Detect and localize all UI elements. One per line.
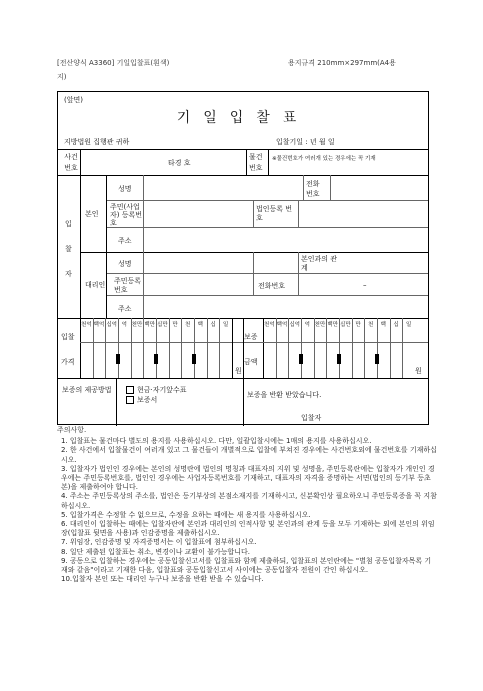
rule bbox=[143, 175, 144, 318]
note-item: 2. 한 사건에서 입찰물건이 여러개 있고 그 물건들이 개별적으로 입찰에 부쳐진 경우에는 사건번호외에 물건번호를 기재하십시오. bbox=[61, 446, 437, 464]
rule bbox=[80, 175, 81, 318]
rule bbox=[194, 318, 195, 378]
rule bbox=[232, 318, 233, 378]
agent-name-label: 성명 bbox=[118, 260, 132, 268]
deposit-unit-5: 백만 bbox=[327, 322, 338, 328]
price-comma-mark bbox=[154, 354, 158, 364]
bid-price-label-2: 가격 bbox=[61, 358, 75, 366]
front-label: (앞면) bbox=[64, 96, 83, 104]
note-item: 5. 입찰가격은 수정할 수 없으므로, 수정을 요하는 때에는 새 용지를 사용하십시오. bbox=[61, 510, 311, 519]
rule bbox=[207, 318, 208, 378]
rule bbox=[106, 227, 428, 228]
deposit-unit-7: 만 bbox=[355, 322, 361, 328]
rule bbox=[326, 318, 327, 378]
rule bbox=[181, 318, 182, 378]
rule bbox=[253, 252, 254, 295]
deposit-unit-6: 십만 bbox=[340, 322, 351, 328]
deposit-unit-8: 천 bbox=[367, 322, 374, 328]
price-comma-mark bbox=[192, 354, 196, 364]
price-unit-4: 천만 bbox=[131, 322, 143, 328]
deposit-unit-9: 백 bbox=[380, 322, 386, 328]
court-line: 지방법원 집행관 귀하 bbox=[64, 138, 130, 146]
cash-checkbox[interactable] bbox=[126, 386, 134, 394]
item-no-note: ※물건번호가 여러개 있는 경우에는 꼭 기재 bbox=[272, 156, 376, 162]
principal-label: 본인 bbox=[85, 210, 99, 218]
price-unit-11: 일 bbox=[222, 322, 229, 328]
corp-reg-label: 법인등록 번호 bbox=[256, 205, 293, 222]
deposit-unit-3: 억 bbox=[304, 322, 310, 328]
rule bbox=[80, 252, 428, 253]
rule bbox=[298, 200, 299, 227]
agent-reg-label: 주민등록 번호 bbox=[114, 277, 142, 294]
rule bbox=[303, 175, 304, 200]
cash-option-label: 현금·자기앞수표 bbox=[137, 386, 187, 394]
rule bbox=[276, 318, 277, 378]
deposit-unit-2: 십억 bbox=[289, 322, 300, 328]
deposit-unit-11: 일 bbox=[405, 322, 412, 328]
note-item: 10.입찰자 본인 또는 대리인 누구나 보증을 반환 받을 수 있습니다. bbox=[61, 575, 264, 584]
agent-address-label: 주소 bbox=[118, 305, 132, 313]
rule bbox=[58, 175, 428, 176]
deposit-won-unit: 원 bbox=[415, 367, 422, 375]
bidder-sign-label[interactable]: 입찰자 bbox=[301, 414, 322, 422]
rule bbox=[298, 252, 299, 295]
case-no-label: 사건 번호 bbox=[64, 153, 78, 172]
notes-heading: 주의사항. bbox=[57, 426, 87, 434]
deposit-unit-4: 천만 bbox=[314, 322, 326, 328]
bid-price-label-1: 입찰 bbox=[61, 333, 75, 341]
price-unit-6: 십만 bbox=[157, 322, 168, 328]
case-no-value[interactable]: 타경 호 bbox=[168, 159, 191, 167]
rule bbox=[390, 318, 391, 378]
address-label: 주소 bbox=[118, 237, 132, 245]
guarantee-checkbox[interactable] bbox=[126, 396, 134, 404]
rule bbox=[156, 318, 157, 378]
bidder-label: 입찰자 bbox=[65, 220, 72, 278]
return-text: 보증을 반환 받았습니다. bbox=[247, 391, 322, 399]
form-code: [전산양식 A3360] 기일입찰표(흰색) bbox=[57, 59, 170, 67]
rule bbox=[402, 318, 403, 378]
relation-label: 본인과의 관계 bbox=[301, 255, 338, 272]
deposit-comma-mark bbox=[375, 354, 379, 364]
agent-label: 대리인 bbox=[85, 281, 106, 289]
deposit-unit-1: 백억 bbox=[276, 322, 288, 328]
price-unit-1: 백억 bbox=[93, 322, 105, 328]
note-item: 1. 입찰표는 물건마다 별도의 용지를 사용하십시오. 다만, 일괄입찰시에는 1매의 용지를 사용하십시오. bbox=[61, 437, 372, 446]
deposit-comma-mark bbox=[337, 354, 341, 364]
rule bbox=[219, 318, 220, 378]
deposit-label-2: 금액 bbox=[244, 358, 258, 366]
note-item: 4. 주소는 주민등록상의 주소를, 법인은 등기부상의 본점소재지를 기재하시고, 신분확인상 필요하오니 주민등록증을 꼭 지참하십시오. bbox=[61, 492, 437, 510]
rule bbox=[106, 200, 428, 201]
price-unit-3: 억 bbox=[121, 322, 127, 328]
price-unit-9: 백 bbox=[197, 322, 203, 328]
price-unit-10: 십 bbox=[210, 322, 216, 328]
notes-section bbox=[57, 426, 437, 584]
rule bbox=[80, 149, 81, 175]
name-label: 성명 bbox=[118, 185, 132, 193]
rule bbox=[288, 318, 289, 378]
rule bbox=[116, 378, 117, 426]
deposit-unit-10: 십 bbox=[393, 322, 399, 328]
item-no-label: 물건 번호 bbox=[249, 153, 263, 172]
guarantee-option-label: 보증서 bbox=[137, 396, 158, 404]
rule bbox=[106, 175, 107, 318]
price-comma-mark bbox=[116, 354, 120, 364]
rule bbox=[377, 318, 378, 378]
rule bbox=[105, 318, 106, 378]
paper-size: 용지규격 210mm×297mm(A4용 bbox=[288, 59, 396, 67]
rule bbox=[106, 273, 428, 274]
cash-option[interactable] bbox=[126, 385, 187, 395]
deposit-method-label: 보증의 제공방법 bbox=[62, 386, 112, 394]
bid-date-label[interactable]: 입찰기일 : 년 월 일 bbox=[276, 138, 335, 146]
rule bbox=[118, 318, 119, 378]
note-item: 7. 위임장, 인감증명 및 자격증명서는 이 입찰표에 첨부하십시오. bbox=[61, 538, 257, 547]
price-unit-2: 십억 bbox=[106, 322, 117, 328]
bid-won-unit: 원 bbox=[235, 367, 242, 375]
note-item: 8. 일단 제출된 입찰표는 취소, 변경이나 교환이 불가능합니다. bbox=[61, 547, 250, 556]
form-title: 기일입찰표 bbox=[176, 110, 310, 126]
rule bbox=[301, 318, 302, 378]
guarantee-option[interactable] bbox=[126, 395, 157, 405]
deposit-unit-0: 천억 bbox=[264, 322, 275, 328]
rule bbox=[263, 342, 415, 343]
rule bbox=[330, 175, 331, 200]
deposit-label-1: 보증 bbox=[244, 333, 258, 341]
rule bbox=[339, 318, 340, 378]
deposit-comma-mark bbox=[299, 354, 303, 364]
rule bbox=[169, 318, 170, 378]
rule bbox=[364, 318, 365, 378]
bid-form bbox=[57, 91, 429, 425]
rule bbox=[314, 318, 315, 378]
rule bbox=[80, 342, 232, 343]
note-item: 6. 대리인이 입찰하는 때에는 입찰자란에 본인과 대리인의 인적사항 및 본인과의 관계 등을 모두 기재하는 외에 본인의 위임장(입찰표 뒷면을 사용)과 인감증명을 제출하십시오. bbox=[61, 520, 435, 538]
rule bbox=[58, 149, 428, 150]
rule bbox=[131, 318, 132, 378]
price-unit-0: 천억 bbox=[81, 322, 92, 328]
phone-label: 전화 번호 bbox=[306, 180, 320, 198]
rule bbox=[352, 318, 353, 378]
rule bbox=[143, 318, 144, 378]
price-unit-7: 만 bbox=[172, 322, 178, 328]
agent-phone-label: 전화번호 bbox=[258, 282, 286, 290]
rule bbox=[253, 200, 254, 227]
note-item: 9. 공동으로 입찰하는 경우에는 공동입찰신고서를 입찰표와 함께 제출하되, 입찰표의 본인란에는 "별첨 공동입찰자목록 기재와 같음"이라고 기재한 다음, 입찰표와 공동입찰신고서 사이에는 공동입찰자 전원이 간인 하십시오. bbox=[61, 556, 432, 575]
notes-list bbox=[57, 437, 437, 584]
reg-no-label: 주민(사업자) 등록번호 bbox=[110, 203, 143, 227]
rule bbox=[106, 295, 428, 296]
paper-size-continued: 지) bbox=[57, 73, 67, 81]
price-unit-5: 백만 bbox=[144, 322, 155, 328]
price-unit-8: 천 bbox=[184, 322, 191, 328]
note-item: 3. 입찰자가 법인인 경우에는 본인의 성명란에 법인의 명칭과 대표자의 지위 및 성명을, 주민등록란에는 입찰자가 개인인 경우에는 주민등록번호를, 법인인 경우에는 사업자등록번호를 기재하고, 대표자의 자격을 증명하는 서면(법인의 등기부 등초본)을 제출하여야 합니다. bbox=[61, 464, 435, 492]
rule bbox=[93, 318, 94, 378]
rule bbox=[268, 149, 269, 175]
rule bbox=[246, 149, 247, 175]
agent-phone-dash: – bbox=[363, 281, 367, 289]
